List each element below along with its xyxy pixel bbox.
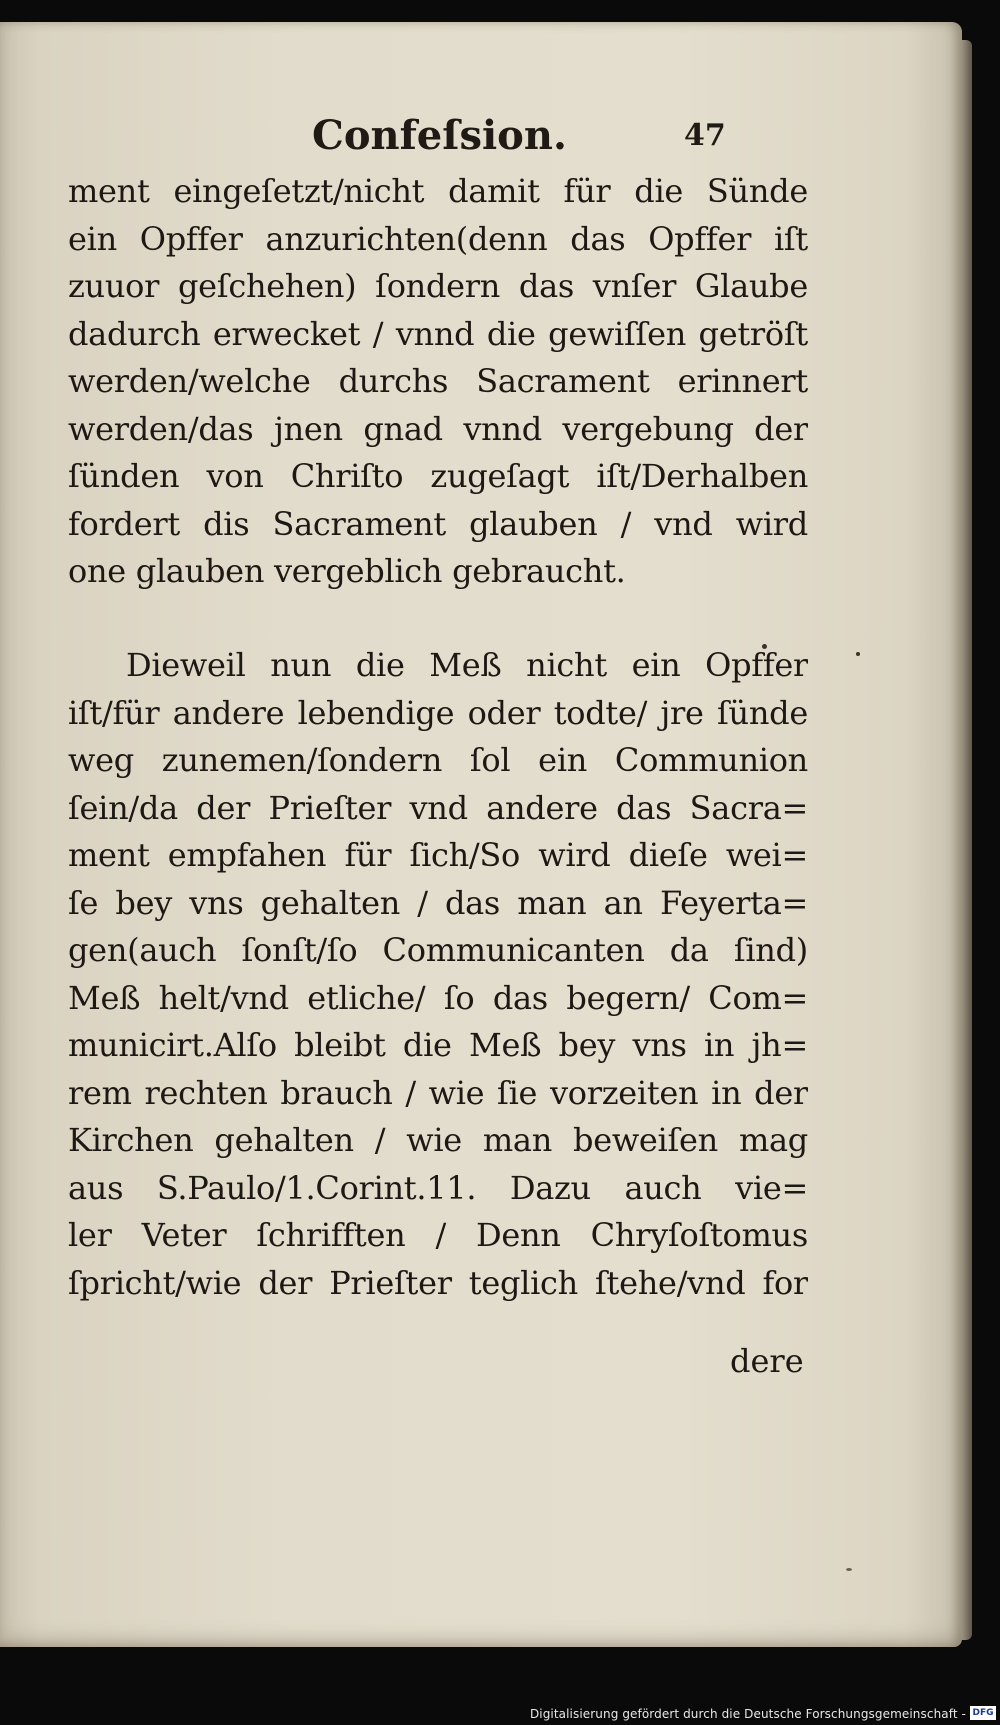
text-line: ment eingeſetzt/nicht damit für die Sünde [68, 172, 808, 210]
paragraph-2 [68, 642, 808, 1307]
page-number: 47 [684, 118, 726, 153]
text-line: weg zunemen/ſondern ſol ein Communion [68, 741, 808, 779]
ink-speck [846, 1568, 852, 1571]
text-line: gen(auch ſonſt/ſo Communicanten da ſind) [68, 931, 808, 969]
text-line: ler Veter ſchrifften / Denn Chryſoſtomus [68, 1216, 808, 1254]
text-line: ſein/da der Prieſter vnd andere das Sacra= [68, 788, 808, 827]
text-line: rem rechten brauch / wie ſie vorzeiten in der [68, 1073, 808, 1112]
text-line: Kirchen gehalten / wie man beweiſen mag [68, 1121, 808, 1159]
text-line: dadurch erwecket / vnnd die gewiſſen getröſt [68, 314, 808, 353]
running-title: Confeſsion. [312, 112, 567, 159]
text-line: werden/welche durchs Sacrament erinnert [68, 362, 808, 400]
page-edge [962, 40, 972, 1640]
ink-speck [856, 652, 860, 656]
text-line: ſe bey vns gehalten / das man an Feyerta= [68, 883, 808, 922]
footer-bar [0, 1699, 1000, 1725]
text-line: Dieweil nun die Meß nicht ein Opffer [126, 646, 808, 684]
paragraph-1 [68, 168, 808, 596]
page-header [300, 108, 820, 164]
text-line: one glauben vergeblich gebraucht. [68, 552, 626, 590]
text-line: iſt/für andere lebendige oder todte/ jre ſünde [68, 693, 808, 732]
text-line: fordert dis Sacrament glauben / vnd wird [68, 504, 808, 543]
text-line: municirt.Alſo bleibt die Meß bey vns in jh= [68, 1026, 808, 1064]
dfg-logo: DFG [970, 1706, 996, 1720]
digitization-credit: Digitalisierung gefördert durch die Deutsche Forschungsgemeinschaft - [529, 1707, 966, 1721]
text-line: werden/das jnen gnad vnnd vergebung der [68, 409, 808, 448]
catchword: dere [730, 1342, 804, 1380]
text-line: ſünden von Chriſto zugeſagt iſt/Derhalben [68, 457, 808, 495]
text-line: ein Opffer anzurichten(denn das Opffer iſt [68, 219, 808, 258]
text-line: Meß helt/vnd etliche/ ſo das begern/ Com= [68, 978, 808, 1017]
text-line: ment empfahen für ſich/So wird dieſe wei= [68, 836, 808, 874]
text-line: ſpricht/wie der Prieſter teglich ſtehe/vnd for [68, 1263, 808, 1302]
text-line: aus S.Paulo/1.Corint.11. Dazu auch vie= [68, 1168, 808, 1207]
text-line: zuuor geſchehen) ſondern das vnſer Glaube [68, 267, 808, 305]
